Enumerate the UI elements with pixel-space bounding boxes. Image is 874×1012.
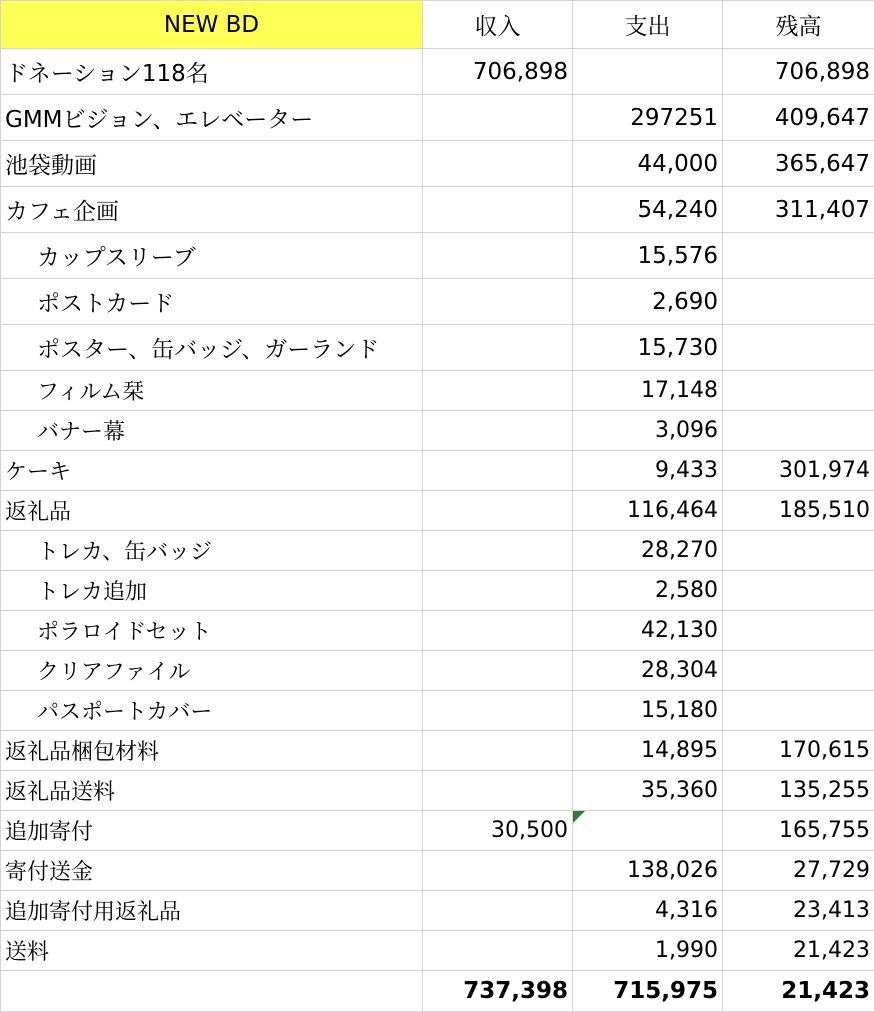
table-row xyxy=(1,891,874,931)
expense-cell[interactable]: 2,580 xyxy=(573,571,723,611)
expense-cell[interactable] xyxy=(573,49,723,95)
income-cell[interactable] xyxy=(423,931,573,971)
row-label[interactable]: クリアファイル xyxy=(1,651,423,691)
row-label[interactable]: ドネーション118名 xyxy=(1,49,423,95)
row-label[interactable]: トレカ追加 xyxy=(1,571,423,611)
table-row xyxy=(1,771,874,811)
table-row xyxy=(1,611,874,651)
expense-cell[interactable]: 54,240 xyxy=(573,187,723,233)
expense-cell[interactable]: 15,730 xyxy=(573,325,723,371)
table-row xyxy=(1,411,874,451)
balance-cell[interactable] xyxy=(723,571,874,611)
balance-cell[interactable]: 301,974 xyxy=(723,451,874,491)
income-cell[interactable] xyxy=(423,95,573,141)
row-label[interactable]: ポストカード xyxy=(1,279,423,325)
expense-cell[interactable]: 116,464 xyxy=(573,491,723,531)
row-label[interactable]: トレカ、缶バッジ xyxy=(1,531,423,571)
expense-cell-with-comment-marker[interactable] xyxy=(573,811,723,851)
expense-cell[interactable]: 42,130 xyxy=(573,611,723,651)
totals-row xyxy=(1,971,874,1012)
balance-cell[interactable]: 409,647 xyxy=(723,95,874,141)
balance-cell[interactable]: 165,755 xyxy=(723,811,874,851)
balance-cell[interactable] xyxy=(723,411,874,451)
row-label[interactable]: 送料 xyxy=(1,931,423,971)
expense-cell[interactable]: 1,990 xyxy=(573,931,723,971)
total-balance-cell[interactable]: 21,423 xyxy=(723,971,874,1012)
row-label[interactable]: ポスター、缶バッジ、ガーランド xyxy=(1,325,423,371)
row-label[interactable]: フィルム栞 xyxy=(1,371,423,411)
table-row xyxy=(1,49,874,95)
income-cell[interactable] xyxy=(423,411,573,451)
expense-cell[interactable]: 297251 xyxy=(573,95,723,141)
balance-header[interactable]: 残高 xyxy=(723,1,874,49)
income-cell[interactable] xyxy=(423,141,573,187)
expense-cell[interactable]: 28,270 xyxy=(573,531,723,571)
table-row xyxy=(1,491,874,531)
title-cell[interactable]: NEW BD xyxy=(1,1,423,49)
income-cell[interactable] xyxy=(423,531,573,571)
balance-cell[interactable]: 311,407 xyxy=(723,187,874,233)
balance-cell[interactable]: 21,423 xyxy=(723,931,874,971)
row-label[interactable]: 返礼品梱包材料 xyxy=(1,731,423,771)
balance-cell[interactable]: 185,510 xyxy=(723,491,874,531)
table-row xyxy=(1,691,874,731)
balance-cell[interactable]: 135,255 xyxy=(723,771,874,811)
row-label[interactable]: 池袋動画 xyxy=(1,141,423,187)
row-label[interactable]: GMMビジョン、エレベーター xyxy=(1,95,423,141)
expense-cell[interactable]: 3,096 xyxy=(573,411,723,451)
income-cell[interactable] xyxy=(423,371,573,411)
table-row xyxy=(1,279,874,325)
row-label[interactable]: 寄付送金 xyxy=(1,851,423,891)
table-row xyxy=(1,811,874,851)
income-cell[interactable] xyxy=(423,691,573,731)
expense-cell[interactable]: 15,180 xyxy=(573,691,723,731)
balance-cell[interactable] xyxy=(723,325,874,371)
balance-cell[interactable]: 170,615 xyxy=(723,731,874,771)
row-label[interactable]: カフェ企画 xyxy=(1,187,423,233)
income-cell[interactable] xyxy=(423,571,573,611)
table-row xyxy=(1,141,874,187)
balance-cell[interactable]: 706,898 xyxy=(723,49,874,95)
row-label[interactable]: 追加寄付用返礼品 xyxy=(1,891,423,931)
table-row xyxy=(1,931,874,971)
table-row xyxy=(1,731,874,771)
total-expense-cell[interactable]: 715,975 xyxy=(573,971,723,1012)
row-label[interactable]: 返礼品 xyxy=(1,491,423,531)
expense-cell[interactable]: 44,000 xyxy=(573,141,723,187)
balance-cell[interactable]: 23,413 xyxy=(723,891,874,931)
row-label[interactable]: バナー幕 xyxy=(1,411,423,451)
table-row xyxy=(1,371,874,411)
table-row xyxy=(1,851,874,891)
expense-cell[interactable]: 4,316 xyxy=(573,891,723,931)
balance-cell[interactable] xyxy=(723,233,874,279)
balance-cell[interactable] xyxy=(723,611,874,651)
income-cell[interactable]: 706,898 xyxy=(423,49,573,95)
table-row xyxy=(1,233,874,279)
income-cell[interactable]: 30,500 xyxy=(423,811,573,851)
income-cell[interactable] xyxy=(423,651,573,691)
income-cell[interactable] xyxy=(423,491,573,531)
balance-cell[interactable]: 27,729 xyxy=(723,851,874,891)
balance-cell[interactable] xyxy=(723,531,874,571)
income-cell[interactable] xyxy=(423,771,573,811)
income-cell[interactable] xyxy=(423,731,573,771)
balance-cell[interactable] xyxy=(723,279,874,325)
row-label[interactable]: ポラロイドセット xyxy=(1,611,423,651)
income-cell[interactable] xyxy=(423,851,573,891)
balance-cell[interactable] xyxy=(723,371,874,411)
income-cell[interactable] xyxy=(423,279,573,325)
income-cell[interactable] xyxy=(423,451,573,491)
totals-label-cell[interactable] xyxy=(1,971,423,1012)
table-row xyxy=(1,451,874,491)
table-row xyxy=(1,531,874,571)
income-cell[interactable] xyxy=(423,325,573,371)
row-label[interactable]: ケーキ xyxy=(1,451,423,491)
expense-cell[interactable]: 15,576 xyxy=(573,233,723,279)
income-cell[interactable] xyxy=(423,187,573,233)
header-row xyxy=(1,1,874,49)
expense-cell[interactable]: 17,148 xyxy=(573,371,723,411)
expense-cell[interactable]: 9,433 xyxy=(573,451,723,491)
table-row xyxy=(1,571,874,611)
expense-cell[interactable]: 28,304 xyxy=(573,651,723,691)
table-row xyxy=(1,651,874,691)
income-header[interactable]: 収入 xyxy=(423,1,573,49)
table-row xyxy=(1,95,874,141)
expense-cell[interactable]: 14,895 xyxy=(573,731,723,771)
table-row xyxy=(1,325,874,371)
expense-header[interactable]: 支出 xyxy=(573,1,723,49)
total-income-cell[interactable]: 737,398 xyxy=(423,971,573,1012)
balance-cell[interactable] xyxy=(723,691,874,731)
row-label[interactable]: 返礼品送料 xyxy=(1,771,423,811)
expense-cell[interactable]: 138,026 xyxy=(573,851,723,891)
row-label[interactable]: 追加寄付 xyxy=(1,811,423,851)
expense-cell[interactable]: 2,690 xyxy=(573,279,723,325)
row-label[interactable]: カップスリーブ xyxy=(1,233,423,279)
income-cell[interactable] xyxy=(423,233,573,279)
balance-cell[interactable] xyxy=(723,651,874,691)
row-label[interactable]: パスポートカバー xyxy=(1,691,423,731)
table-row xyxy=(1,187,874,233)
expense-cell[interactable]: 35,360 xyxy=(573,771,723,811)
balance-cell[interactable]: 365,647 xyxy=(723,141,874,187)
income-cell[interactable] xyxy=(423,891,573,931)
income-cell[interactable] xyxy=(423,611,573,651)
